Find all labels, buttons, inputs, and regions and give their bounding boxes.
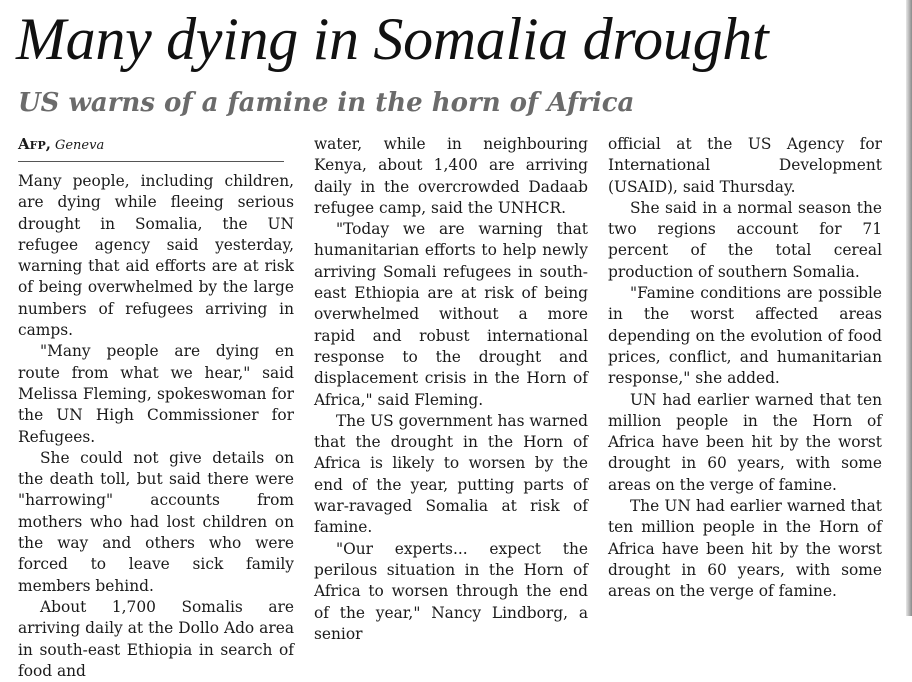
- article-column-3: [608, 134, 882, 603]
- paragraph: She said in a normal season the two regions account for 71 percent of the total cereal production of southern Somalia.: [608, 198, 882, 281]
- paragraph: "Many people are dying en route from what we hear," said Melissa Fleming, spokeswoman for the UN High Commissioner for Refugees.: [18, 342, 294, 446]
- paragraph: About 1,700 Somalis are arriving daily at the Dollo Ado area in south-east Ethiopia in search of food and: [18, 597, 294, 680]
- paragraph: "Today we are warning that humanitarian efforts to help newly arriving Somali refugees in south-east Ethiopia are at risk of being overwhelmed without a more rapid and robust international response to the drought and displacement crisis in the Horn of Africa," said Fleming.: [314, 220, 588, 409]
- paragraph: official at the US Agency for International Development (USAID), said Thursday.: [608, 135, 882, 196]
- byline-location: Geneva: [54, 138, 105, 153]
- paragraph: Many people, including children, are dying while fleeing serious drought in Somalia, the UN refugee agency said yesterday, warning that aid efforts are at risk of being overwhelmed by the large numbers of refugees arriving in camps.: [18, 172, 294, 340]
- byline: [18, 134, 284, 162]
- paragraph: water, while in neighbouring Kenya, about 1,400 are arriving daily in the overcrowded Dadaab refugee camp, said the UNHCR.: [314, 135, 588, 217]
- paragraph: She could not give details on the death toll, but said there were "harrowing" accounts from mothers who had lost children on the way and others who were forced to leave sick family members behind.: [18, 448, 294, 595]
- paragraph: "Famine conditions are possible in the worst affected areas depending on the evolution of food prices, conflict, and humanitarian response," she added.: [608, 284, 882, 388]
- paragraph: The US government has warned that the drought in the Horn of Africa is likely to worsen by the end of the year, putting parts of war-ravaged Somalia at risk of famine.: [314, 411, 588, 537]
- paragraph: "Our experts... expect the perilous situation in the Horn of Africa to worsen through the end of the year," Nancy Lindborg, a senior: [314, 539, 588, 643]
- article-column-1: [18, 134, 294, 682]
- paragraph: The UN had earlier warned that ten million people in the Horn of Africa have been hit by the worst drought in 60 years, with some areas on the verge of famine.: [608, 497, 882, 601]
- paragraph: UN had earlier warned that ten million people in the Horn of Africa have been hit by the worst drought in 60 years, with some areas on the verge of famine.: [608, 390, 882, 494]
- article-column-2: [314, 134, 588, 645]
- subheadline: US warns of a famine in the horn of Africa: [18, 88, 635, 118]
- headline: Many dying in Somalia drought: [16, 6, 769, 72]
- byline-agency: Afp,: [18, 135, 51, 153]
- page-edge-shadow: [906, 0, 912, 616]
